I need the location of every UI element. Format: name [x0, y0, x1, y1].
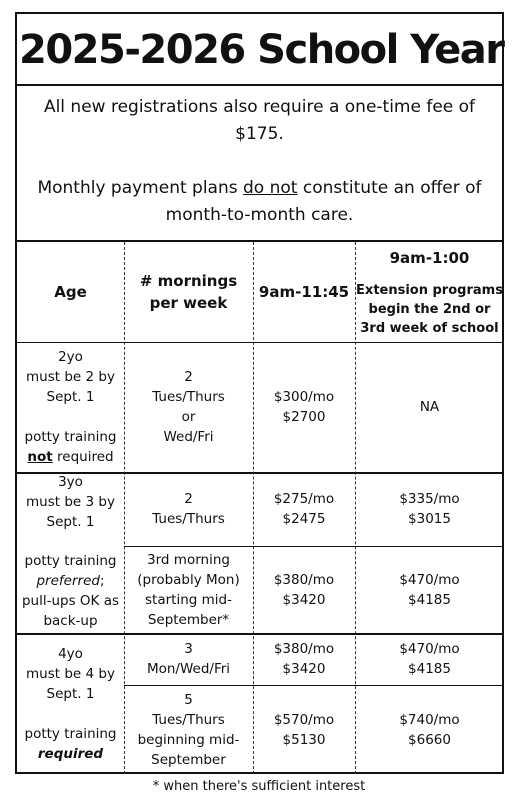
potty-emphasis: required [37, 745, 104, 762]
payment-line-1 [17, 175, 502, 202]
price-monthly: $300/mo [273, 389, 335, 405]
potty-separator: ; [99, 573, 105, 589]
price-monthly: $570/mo [273, 711, 335, 728]
price-monthly: $275/mo [273, 491, 335, 507]
potty-line2 [27, 447, 113, 467]
price-total: $2700 [282, 409, 326, 425]
price-monthly: $335/mo [399, 491, 460, 507]
price-total: $2475 [282, 511, 326, 527]
mornings-count: 2 [184, 491, 193, 507]
potty-emphasis: preferred [36, 573, 100, 589]
mornings-line3: starting mid- [145, 591, 232, 608]
age-cell-3yo-bottom [17, 546, 124, 633]
mornings-cell [124, 342, 253, 472]
fee-line-2: $175. [235, 124, 284, 144]
payment-line-2: month-to-month care. [165, 205, 354, 225]
price-monthly: $740/mo [399, 711, 460, 728]
mornings-days-alt: Wed/Fri [163, 429, 214, 445]
price-total: $3015 [408, 511, 451, 527]
tuition-sheet [15, 12, 504, 774]
potty-line3: pull-ups OK as [21, 593, 120, 609]
payment-text-post: constitute an offer of [297, 178, 482, 198]
header-extension-line2: begin the 2nd or [368, 301, 491, 317]
age-cell-3yo-top [17, 472, 124, 546]
price-total: $4185 [408, 591, 451, 608]
payment-text-underlined: do not [243, 178, 298, 198]
mornings-or: or [181, 409, 196, 425]
mornings-line1: Tues/Thurs [152, 711, 225, 728]
age-rule-line2: Sept. 1 [46, 514, 95, 530]
mornings-count: 5 [184, 691, 193, 708]
payment-text-pre: Monthly payment plans [37, 178, 244, 198]
mornings-line2: (probably Mon) [137, 571, 240, 588]
long-day-price [355, 633, 504, 685]
fee-line-1: All new registrations also require a one-time fee of [43, 97, 476, 117]
header-mornings-line1: # mornings [139, 272, 238, 290]
long-day-price [355, 472, 504, 546]
price-total: $5130 [282, 731, 326, 748]
mornings-count: 3 [184, 641, 193, 657]
mornings-days: Tues/Thurs [152, 511, 225, 527]
mornings-line3: September [151, 751, 226, 768]
mornings-cell [124, 546, 253, 633]
potty-suffix: required [52, 449, 114, 465]
age-label: 3yo [58, 474, 83, 490]
header-extension-line1: Extension programs [356, 282, 503, 298]
long-day-price [355, 342, 504, 472]
age-label: 4yo [58, 645, 83, 662]
short-day-price [253, 546, 355, 633]
age-label: 2yo [58, 349, 83, 365]
header-short-day [253, 242, 355, 342]
potty-emphasis: not [27, 449, 53, 465]
price-na: NA [419, 399, 440, 415]
price-monthly: $470/mo [399, 571, 460, 588]
mornings-days: Mon/Wed/Fri [146, 661, 231, 677]
age-cell-2yo [17, 342, 124, 472]
header-extension-line3: 3rd week of school [360, 320, 499, 336]
long-day-price [355, 685, 504, 774]
short-day-price [253, 472, 355, 546]
mornings-days: Tues/Thurs [152, 389, 225, 405]
mornings-count: 2 [184, 369, 193, 385]
page-title: 2025-2026 School Year [17, 14, 502, 86]
price-total: $6660 [408, 731, 451, 748]
mornings-cell [124, 685, 253, 774]
price-total: $3420 [282, 591, 326, 608]
header-mornings [124, 242, 253, 342]
price-total: $4185 [408, 661, 451, 677]
short-day-price [253, 342, 355, 472]
age-rule-line2: Sept. 1 [46, 389, 95, 405]
header-long-day-label: 9am-1:00 [389, 248, 470, 267]
price-monthly: $470/mo [399, 641, 460, 657]
potty-line2 [36, 571, 104, 591]
price-total: $3420 [282, 661, 326, 677]
potty-line1: potty training [24, 429, 117, 445]
header-age-label: Age [54, 283, 87, 301]
short-day-price [253, 633, 355, 685]
potty-line1: potty training [24, 553, 117, 569]
mornings-line4: September* [147, 611, 230, 628]
age-rule-line1: must be 3 by [26, 494, 115, 510]
potty-line4: back-up [43, 613, 98, 629]
price-monthly: $380/mo [273, 571, 335, 588]
header-short-day-label: 9am-11:45 [258, 283, 350, 301]
short-day-price [253, 685, 355, 774]
fee-notice [17, 86, 502, 242]
age-rule-line2: Sept. 1 [46, 685, 95, 702]
mornings-line2: beginning mid- [137, 731, 240, 748]
age-cell-4yo [17, 633, 124, 774]
price-monthly: $380/mo [273, 641, 335, 657]
age-rule-line1: must be 2 by [26, 369, 115, 385]
mornings-cell [124, 633, 253, 685]
mornings-cell [124, 472, 253, 546]
header-long-day [355, 242, 504, 342]
long-day-price [355, 546, 504, 633]
header-mornings-line2: per week [149, 294, 228, 312]
age-rule-line1: must be 4 by [26, 665, 115, 682]
potty-line1: potty training [24, 725, 117, 742]
header-age [17, 242, 124, 342]
mornings-line1: 3rd morning [147, 551, 230, 568]
footnote: * when there's sufficient interest [152, 779, 366, 794]
